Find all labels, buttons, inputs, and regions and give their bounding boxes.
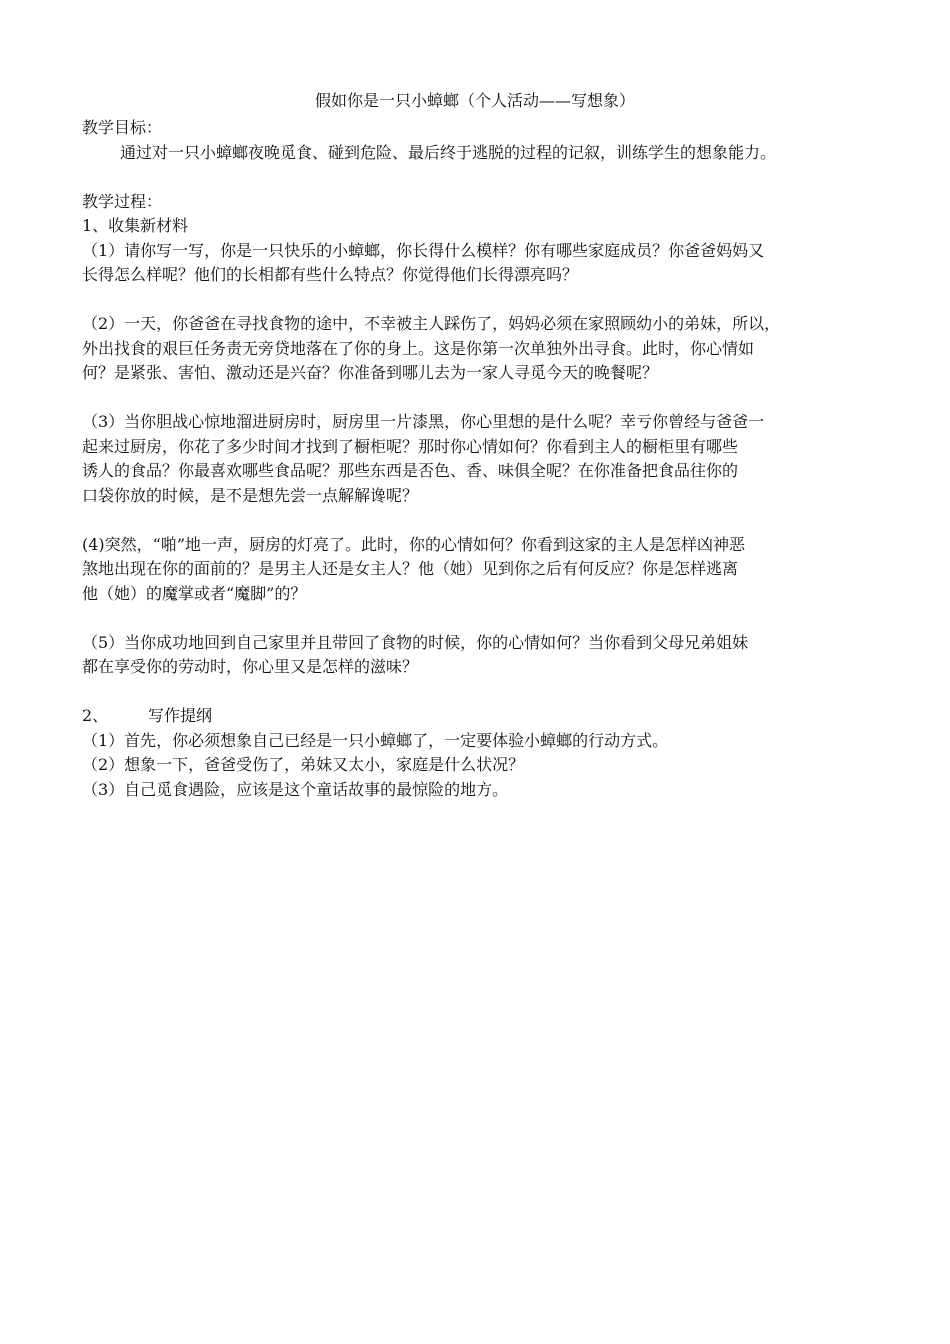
question4-line: 他（她）的魔掌或者“魔脚”的？ <box>82 583 307 603</box>
question2-line: （2）一天，你爸爸在寻找食物的途中，不幸被主人踩伤了，妈妈必须在家照顾幼小的弟妹，所以， <box>82 314 781 333</box>
question4-line: 煞地出现在你的面前的？是男主人还是女主人？他（她）见到你之后有何反应？你是怎样逃离 <box>82 559 739 578</box>
paragraph-spacer <box>82 680 882 705</box>
paragraph-spacer <box>82 386 882 411</box>
question3-line: （3）当你胆战心惊地溜进厨房时，厨房里一片漆黑，你心里想的是什么呢？幸亏你曾经与爸爸一 <box>82 412 765 431</box>
paragraph-spacer <box>82 508 882 533</box>
section1-heading: 1、收集新材料 <box>82 216 189 235</box>
question1-line: （1）请你写一写，你是一只快乐的小蟑螂，你长得什么模样？你有哪些家庭成员？你爸爸妈妈又 <box>82 240 765 260</box>
objective-heading: 教学目标： <box>82 118 163 137</box>
paragraph-spacer <box>82 288 882 313</box>
question3-line: 口袋你放的时候，是不是想先尝一点解解谗呢？ <box>82 485 419 505</box>
paragraph-spacer <box>82 606 882 631</box>
outline-item: （3）自己觅食遇险，应该是这个童话故事的最惊险的地方。 <box>82 779 509 799</box>
outline-item: （2）想象一下，爸爸受伤了，弟妹又太小，家庭是什么状况？ <box>82 755 525 774</box>
objective-text: 通过对一只小蟑螂夜晚觅食、碰到危险、最后终于逃脱的过程的记叙，训练学生的想象能力。 <box>120 142 777 162</box>
question4-line: (4)突然，“啪”地一声，厨房的灯亮了。此时，你的心情如何？你看到这家的主人是怎样凶神恶 <box>82 534 746 554</box>
question2-line: 何？是紧张、害怕、激动还是兴奋？你准备到哪儿去为一家人寻觅今天的晚餐呢？ <box>82 363 659 382</box>
paragraph-spacer <box>82 165 882 190</box>
question2-line: 外出找食的艰巨任务责无旁贷地落在了你的身上。这是你第一次单独外出寻食。此时，你心情如 <box>82 338 755 358</box>
process-heading: 教学过程： <box>82 191 163 211</box>
question3-line: 诱人的食品？你最喜欢哪些食品呢？那些东西是否色、香、味俱全呢？在你准备把食品往你的 <box>82 461 739 480</box>
section2-number: 2、 <box>82 706 109 725</box>
section2-heading <box>82 704 882 729</box>
question1-line: 长得怎么样呢？他们的长相都有些什么特点？你觉得他们长得漂亮吗？ <box>82 265 579 284</box>
document-body <box>82 116 882 802</box>
question5-line: （5）当你成功地回到自己家里并且带回了食物的时候，你的心情如何？当你看到父母兄弟姐妹 <box>82 632 749 652</box>
question3-line: 起来过厨房，你花了多少时间才找到了橱柜呢？那时你心情如何？你看到主人的橱柜里有哪些 <box>82 436 739 456</box>
outline-item: （1）首先，你必须想象自己已经是一只小蟑螂了，一定要体验小蟑螂的行动方式。 <box>82 730 669 750</box>
document-title: 假如你是一只小蟑螂（个人活动——写想象） <box>314 91 635 110</box>
section2-title: 写作提纲 <box>148 706 213 725</box>
question5-line: 都在享受你的劳动时，你心里又是怎样的滋味？ <box>82 657 419 676</box>
